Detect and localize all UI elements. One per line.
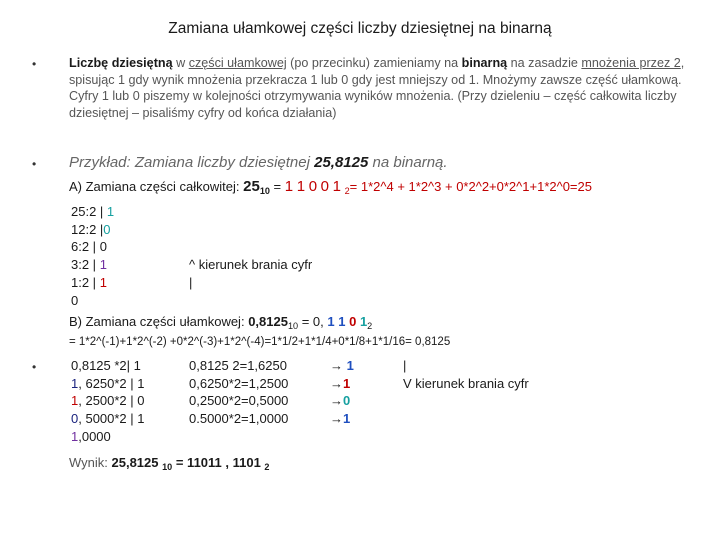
part-a-formula: = 1*2^4 + 1*2^3 + 0*2^2+0*2^1+1*2^0=25 [349, 179, 592, 194]
division-bit: 1 [99, 257, 107, 273]
subscript: 10 [259, 186, 270, 196]
mult-digit: 1 [71, 375, 79, 391]
term-decimal: Liczbę dziesiętną [69, 56, 173, 70]
bit: 0 [320, 178, 330, 195]
direction-note-b [403, 357, 529, 392]
term-binary: binarną [461, 56, 508, 70]
bit: 1 [296, 178, 306, 195]
bit: 1 [338, 314, 346, 329]
mult-digit: 1 [71, 393, 79, 409]
table-row [71, 292, 114, 310]
mult-rest: , 2500*2 | 0 [78, 393, 145, 409]
subscript: 10 [162, 462, 173, 472]
division-table [71, 203, 114, 309]
division-bit: 0 [103, 221, 111, 237]
division-bit: 1 [99, 274, 107, 290]
arrow-right-icon: → [330, 393, 343, 409]
list-item: 0.5000*2=1,0000 [189, 411, 289, 427]
subscript: 2 [264, 462, 270, 472]
subscript: 10 [287, 321, 299, 331]
bit: 1 [284, 178, 294, 195]
part-a-number: 25 [243, 178, 260, 195]
bit: 0 [349, 314, 357, 329]
arrow-right-icon: → [330, 411, 343, 427]
text: (po przecinku) zamieniamy na [286, 56, 462, 70]
text: , spisując 1 gdy wynik mnożenia przekracza 1 lub 0 gdy jest mniejszy od 1. Mnożymy zawsze część ułamkową. Cyfry 1 lub 0 piszemy w kolejności otrzymywania wyników mnożenia. (Przy dzieleniu – część całkowita liczby dziesiętnej – pisaliśmy cyfry od końca działania) [69, 56, 685, 120]
list-item [330, 392, 354, 410]
division-left: 25:2 | [71, 204, 107, 219]
part-b-label: B) Zamiana części ułamkowej [69, 314, 241, 329]
list-item [71, 357, 145, 375]
bit: 0 [308, 178, 318, 195]
division-left: 12:2 | [71, 221, 104, 237]
division-left: 0 [71, 292, 79, 308]
list-item [330, 410, 354, 428]
list-item: 0,2500*2=0,5000 [189, 393, 289, 409]
result-binary: = 11011 , 1101 [172, 455, 265, 470]
division-left: 1:2 | [71, 274, 100, 290]
direction-label: V kierunek brania cyfr [403, 375, 529, 391]
multiplication-col-3 [330, 357, 354, 428]
term-fraction: części ułamkowej [188, 56, 287, 70]
list-item [71, 375, 145, 393]
division-left: 6:2 | [71, 239, 100, 255]
subscript: 2 [367, 321, 373, 331]
list-item [71, 428, 145, 446]
result-bit: 1 [343, 375, 351, 391]
table-row [71, 274, 114, 292]
arrow-right-icon: → [330, 375, 343, 391]
result-prefix: Wynik: [69, 455, 112, 470]
text: = [269, 179, 285, 194]
result-bit: 0 [343, 393, 351, 409]
text: w [172, 56, 189, 70]
example-number: 25,8125 [314, 154, 369, 171]
direction-bar: | [189, 274, 193, 290]
direction-caret: ^ kierunek brania cyfr [189, 257, 313, 272]
table-row [71, 203, 114, 221]
result-value: 25,8125 [111, 455, 163, 470]
list-item: 0,6250*2=1,2500 [189, 375, 289, 391]
division-bit: 0 [99, 239, 107, 255]
direction-note-a [189, 256, 312, 291]
list-item [330, 375, 354, 393]
result-bit: 1 [346, 358, 354, 373]
multiplication-col-2 [189, 357, 288, 428]
bit: 1 [359, 314, 368, 329]
part-a-line [69, 178, 592, 196]
table-row [71, 256, 114, 274]
text: na zasadzie [507, 56, 582, 70]
text: = 0, [298, 314, 328, 329]
term-multiply: mnożenia przez 2 [581, 56, 681, 70]
division-left: 3:2 | [71, 257, 100, 273]
table-row [71, 238, 114, 256]
bullet-3: • [32, 360, 37, 374]
arrow-right-icon: → [330, 358, 343, 373]
mult-digit: 0 [71, 411, 79, 427]
bullet-2: • [32, 157, 37, 171]
multiplication-col-1 [71, 357, 145, 446]
mult-rest: , 5000*2 | 1 [78, 411, 145, 427]
list-item [71, 392, 145, 410]
part-b-line [69, 314, 372, 331]
example-heading [69, 154, 448, 171]
bit: 1 [327, 314, 335, 329]
example-suffix: na binarną. [368, 154, 448, 171]
part-b-formula: = 1*2^(-1)+1*2^(-2) +0*2^(-3)+1*2^(-4)=1*1/2+1*1/4+0*1/8+1*1/16= 0,8125 [69, 336, 451, 348]
result-line [69, 455, 269, 472]
mult-rest: , 6250*2 | 1 [78, 375, 145, 391]
list-item [330, 357, 354, 375]
result-bit: 1 [343, 411, 351, 427]
mult-rest: 0,8125 *2| 1 [71, 358, 141, 373]
paragraph-rule [69, 55, 689, 121]
bullet-1: • [32, 57, 37, 71]
mult-digit: 1 [71, 428, 79, 444]
part-b-number: 0,8125 [248, 314, 288, 329]
part-a-label: A) Zamiana części całkowitej [69, 179, 236, 194]
page-title: Zamiana ułamkowej części liczby dziesiętnej na binarną [168, 20, 552, 37]
subscript: 2 [344, 186, 350, 196]
direction-bar: | [403, 358, 407, 373]
example-prefix: Przykład: Zamiana liczby dziesiętnej [69, 154, 315, 171]
division-bit: 1 [106, 204, 115, 219]
list-item [71, 410, 145, 428]
mult-rest: ,0000 [78, 428, 111, 444]
text: : [235, 179, 244, 194]
table-row [71, 221, 114, 239]
text: : [240, 314, 249, 329]
bit: 1 [332, 178, 341, 195]
list-item: 0,8125 2=1,6250 [189, 358, 287, 373]
